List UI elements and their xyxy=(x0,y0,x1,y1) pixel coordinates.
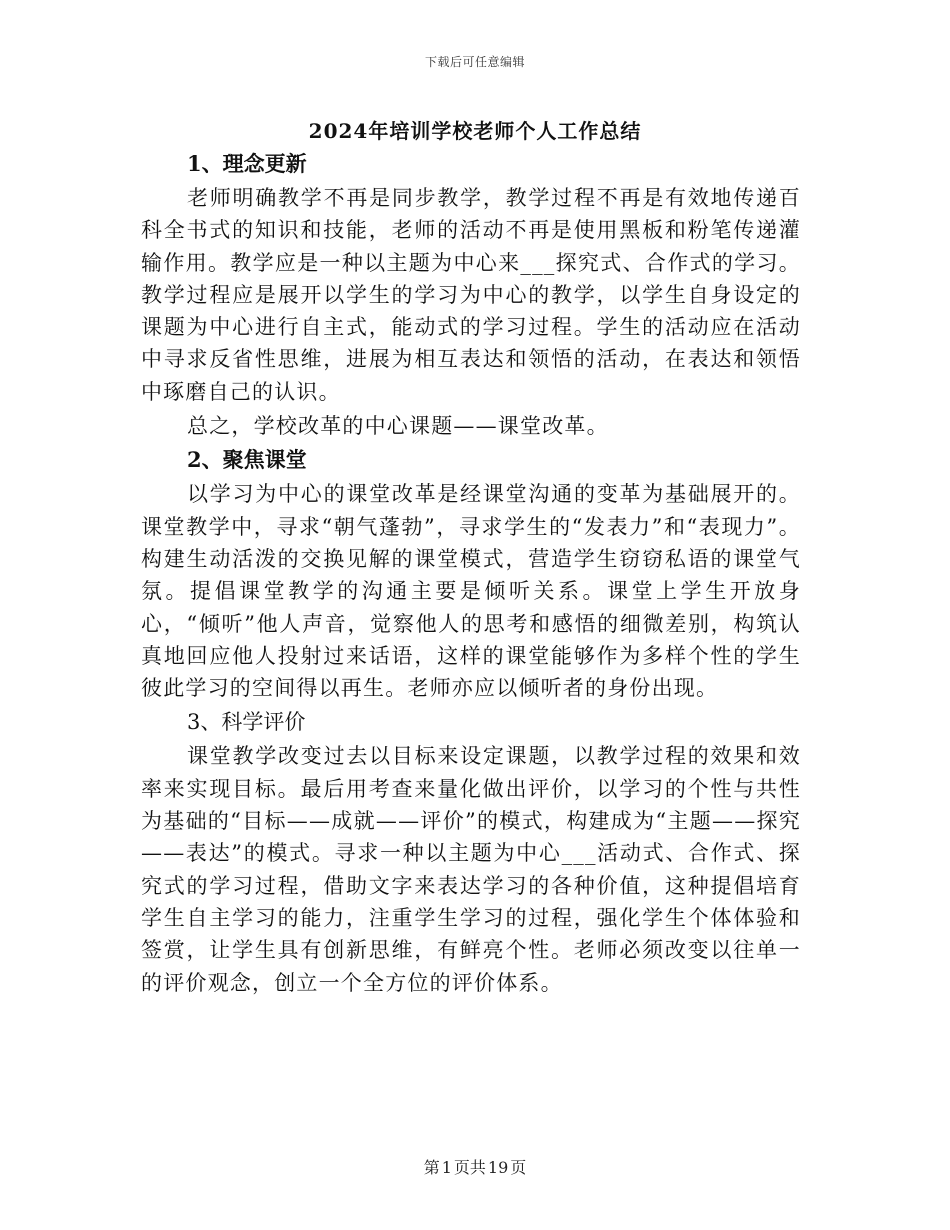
section-1-paragraph-2: 总之，学校改革的中心课题——课堂改革。 xyxy=(187,414,609,439)
header-note: 下载后可任意编辑 xyxy=(424,55,525,69)
footer-middle: 页共 xyxy=(453,1158,486,1177)
footer-page-number: 1 xyxy=(441,1158,452,1177)
document-title: 2024年培训学校老师个人工作总结 xyxy=(308,119,642,143)
footer-total-pages: 19 xyxy=(487,1158,509,1177)
section-1-paragraph-1: 老师明确教学不再是同步教学，教学过程不再是有效地传递百科全书式的知识和技能，老师的活动不再是使用黑板和粉笔传递灌输作用。教学应是一种以主题为中心来___探究式、合作式的学习。教学过程应是展开以学生的学习为中心的教学，以学生自身设定的课题为中心进行自主式，能动式的学习过程。学生的活动应在活动中寻求反省性思维，进展为相互表达和领悟的活动，在表达和领悟中琢磨自己的认识。 xyxy=(141,186,801,404)
section-2-paragraph-1: 以学习为中心的课堂改革是经课堂沟通的变革为基础展开的。课堂教学中，寻求“朝气蓬勃”，寻求学生的“发表力”和“表现力”。构建生动活泼的交换见解的课堂模式，营造学生窃窃私语的课堂气氛。提倡课堂教学的沟通主要是倾听关系。课堂上学生开放身心，“倾听”他人声音，觉察他人的思考和感悟的细微差别，构筑认真地回应他人投射过来话语，这样的课堂能够作为多样个性的学生彼此学习的空间得以再生。老师亦应以倾听者的身份出现。 xyxy=(141,482,801,701)
section-heading-1: 1、理念更新 xyxy=(187,151,307,176)
section-heading-3: 3、科学评价 xyxy=(187,710,306,735)
document-body xyxy=(141,146,801,999)
section-3-paragraph-1: 课堂教学改变过去以目标来设定课题，以教学过程的效果和效率来实现目标。最后用考查来量化做出评价，以学习的个性与共性为基础的“目标——成就——评价”的模式，构建成为“主题——探究——表达”的模式。寻求一种以主题为中心___活动式、合作式、探究式的学习过程，借助文字来表达学习的各种价值，这种提倡培育学生自主学习的能力，注重学生学习的过程，强化学生个体体验和签赏，让学生具有创新思维，有鲜亮个性。老师必须改变以往单一的评价观念，创立一个全方位的评价体系。 xyxy=(141,744,801,995)
section-heading-2: 2、聚焦课堂 xyxy=(187,447,307,473)
footer-suffix: 页 xyxy=(510,1158,527,1177)
page-footer xyxy=(0,1155,950,1178)
footer-prefix: 第 xyxy=(423,1158,440,1177)
